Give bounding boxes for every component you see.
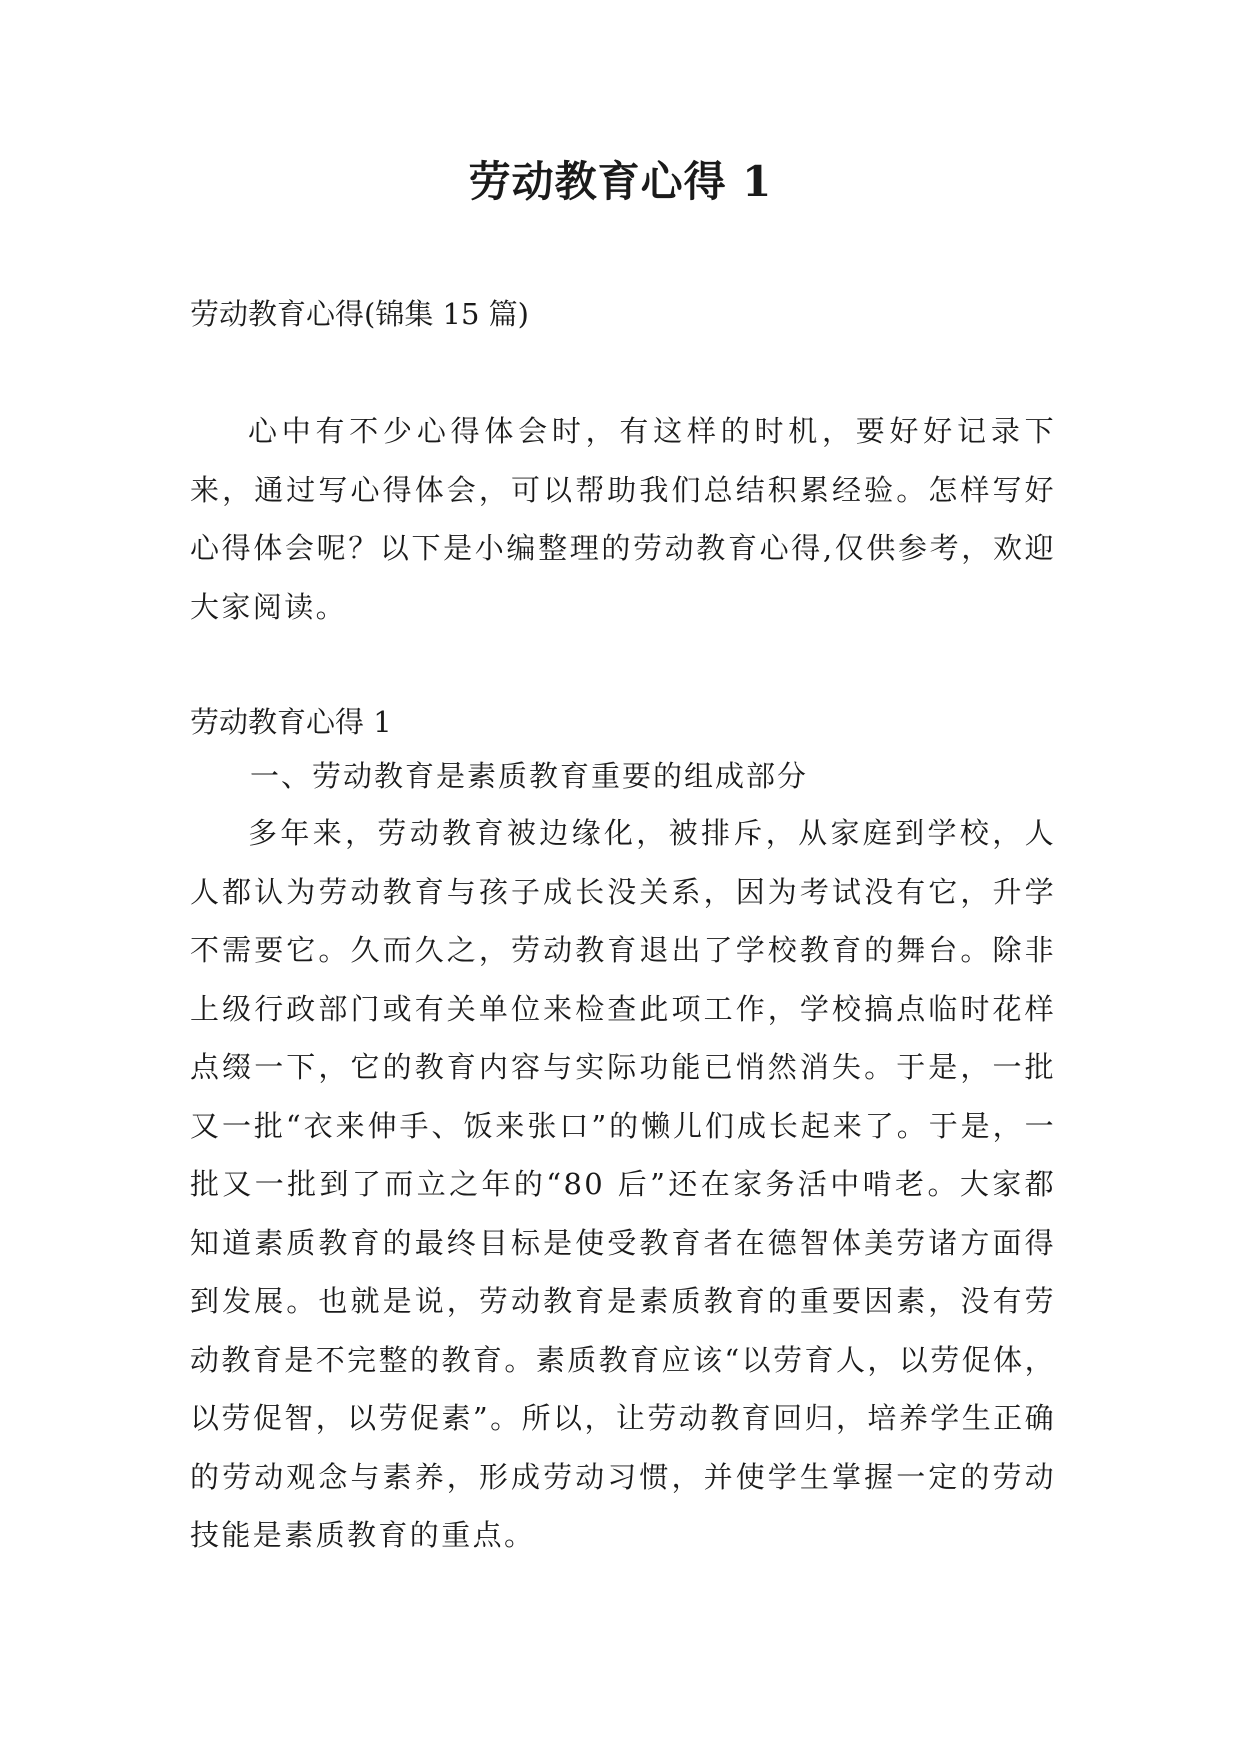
- section-title: 劳动教育心得 1: [190, 705, 392, 739]
- intro-paragraph: 心中有不少心得体会时，有这样的时机，要好好记录下来，通过写心得体会，可以帮助我们总结积累经验。怎样写好心得体会呢？以下是小编整理的劳动教育心得,仅供参考，欢迎大家阅读。: [190, 414, 1056, 624]
- document-subtitle: 劳动教育心得(锦集 15 篇): [190, 297, 529, 331]
- document-title: 劳动教育心得 1: [468, 157, 773, 206]
- section-heading: 一、劳动教育是素质教育重要的组成部分: [250, 759, 809, 793]
- body-paragraph: 多年来，劳动教育被边缘化，被排斥，从家庭到学校，人人都认为劳动教育与孩子成长没关系，因为考试没有它，升学不需要它。久而久之，劳动教育退出了学校教育的舞台。除非上级行政部门或有关单位来检查此项工作，学校搞点临时花样点缀一下，它的教育内容与实际功能已悄然消失。于是，一批又一批“衣来伸手、饭来张口”的懒儿们成长起来了。于是，一批又一批到了而立之年的“80 后”还在家务活中啃老。大家都知道素质教育的最终目标是使受教育者在德智体美劳诸方面得到发展。也就是说，劳动教育是素质教育的重要因素，没有劳动教育是不完整的教育。素质教育应该“以劳育人，以劳促体，以劳促智，以劳促素”。所以，让劳动教育回归，培养学生正确的劳动观念与素养，形成劳动习惯，并使学生掌握一定的劳动技能是素质教育的重点。: [190, 816, 1056, 1552]
